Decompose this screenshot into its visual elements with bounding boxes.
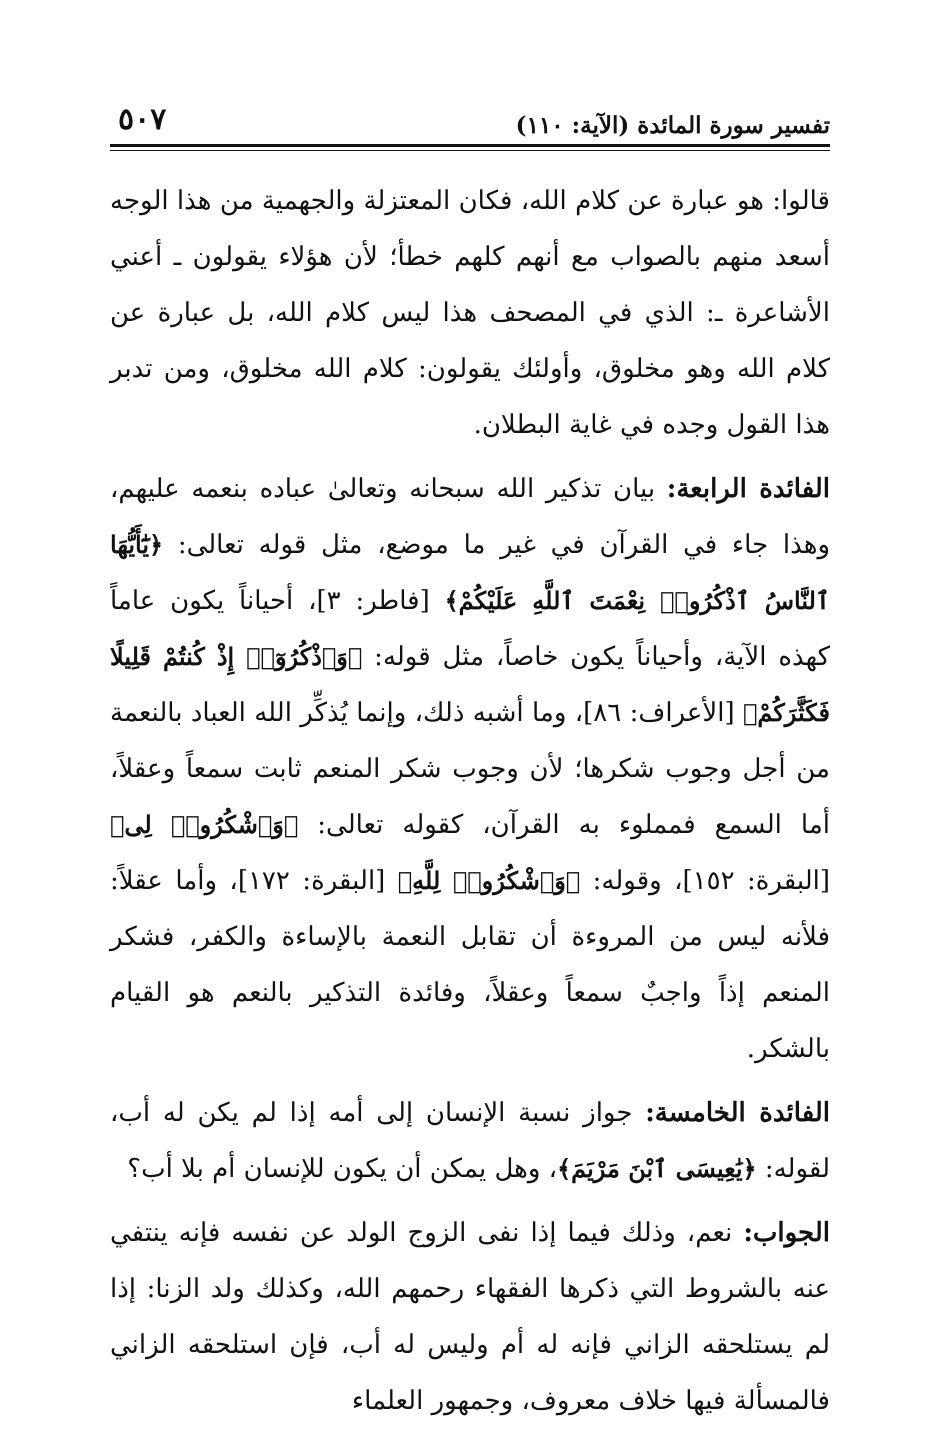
text-segment: بيان تذكير الله سبحانه وتعالىٰ عباده بنعمه عليهم، وهذا جاء في القرآن في غير ما موضع، مثل قوله تعالى:	[110, 474, 831, 560]
book-page	[110, 96, 831, 1416]
running-header	[110, 96, 830, 144]
paragraph	[110, 173, 830, 453]
paragraph	[110, 1085, 830, 1197]
paragraph	[110, 461, 830, 1077]
text-segment: [الأعراف: ٨٦]، وما أشبه ذلك، وإنما يُذكِّر الله العباد بالنعمة من أجل وجوب شكرها؛ لأن وجوب شكر المنعم ثابت سمعاً وعقلاً، أما السمع فمملوء به القرآن، كقوله تعالى:	[110, 698, 830, 840]
quran-verse: ﴿وَٱشْكُرُوا۟ لِى﴾	[110, 810, 299, 839]
quran-verse: ﴿وَٱشْكُرُوا۟ لِلَّهِ﴾	[397, 866, 581, 895]
text-segment: [فاطر: ٣]، أحياناً يكون عاماً كهذه الآية، وأحياناً يكون خاصاً، مثل قوله:	[110, 586, 830, 672]
quran-verse: ﴿يَٰعِيسَى ٱبْنَ مَرْيَمَ﴾	[557, 1154, 757, 1183]
running-title: تفسير سورة المائدة (الآية: ١١٠)	[515, 112, 830, 139]
paragraph	[110, 1205, 830, 1429]
quran-verse: ﴿وَٱذْكُرُوٓا۟ إِذْ كُنتُمْ قَلِيلًا فَكَثَّرَكُمْ﴾	[110, 642, 830, 727]
text-segment: قالوا: هو عبارة عن كلام الله، فكان المعتزلة والجهمية من هذا الوجه أسعد منهم بالصواب مع أنهم كلهم خطأ؛ لأن هؤلاء يقولون ـ أعني الأشاعرة ـ: الذي في المصحف هذا ليس كلام الله، بل عبارة عن كلام الله وهو مخلوق، وأولئك يقولون: كلام الله مخلوق، ومن تدبر هذا القول وجده في غاية البطلان.	[110, 186, 830, 440]
text-segment: [البقرة: ١٥٢]، وقوله:	[580, 866, 831, 896]
text-segment: جواز نسبة الإنسان إلى أمه إذا لم يكن له أب، لقوله:	[110, 1098, 830, 1184]
text-segment: [البقرة: ١٧٢]، وأما عقلاً: فلأنه ليس من المروءة أن تقابل النعمة بالإساءة والكفر، فشكر المنعم إذاً واجبٌ سمعاً وعقلاً، وفائدة التذكير بالنعم هو القيام بالشكر.	[110, 866, 830, 1064]
page-number: ٥٠٧	[118, 102, 167, 137]
header-rule-thin	[110, 150, 830, 151]
text-segment: نعم، وذلك فيما إذا نفى الزوج الولد عن نفسه فإنه ينتفي عنه بالشروط التي ذكرها الفقهاء رحمهم الله، وكذلك ولد الزنا: إذا لم يستلحقه الزاني فإنه له أم وليس له أب، فإن استلحقه الزاني فالمسألة فيها خلاف معروف، وجمهور العلماء	[110, 1218, 830, 1416]
quran-verse: ﴿يَٰٓأَيُّهَا ٱلنَّاسُ ٱذْكُرُوا۟ نِعْمَتَ ٱللَّهِ عَلَيْكُمْ﴾	[110, 530, 830, 615]
body-text	[110, 173, 830, 1429]
paragraph-lead-heading: الجواب:	[743, 1218, 830, 1248]
paragraph-lead-heading: الفائدة الخامسة:	[645, 1098, 830, 1128]
paragraph-lead-heading: الفائدة الرابعة:	[666, 474, 830, 504]
header-rule	[110, 144, 830, 147]
text-segment: ، وهل يمكن أن يكون للإنسان أم بلا أب؟	[127, 1154, 558, 1184]
